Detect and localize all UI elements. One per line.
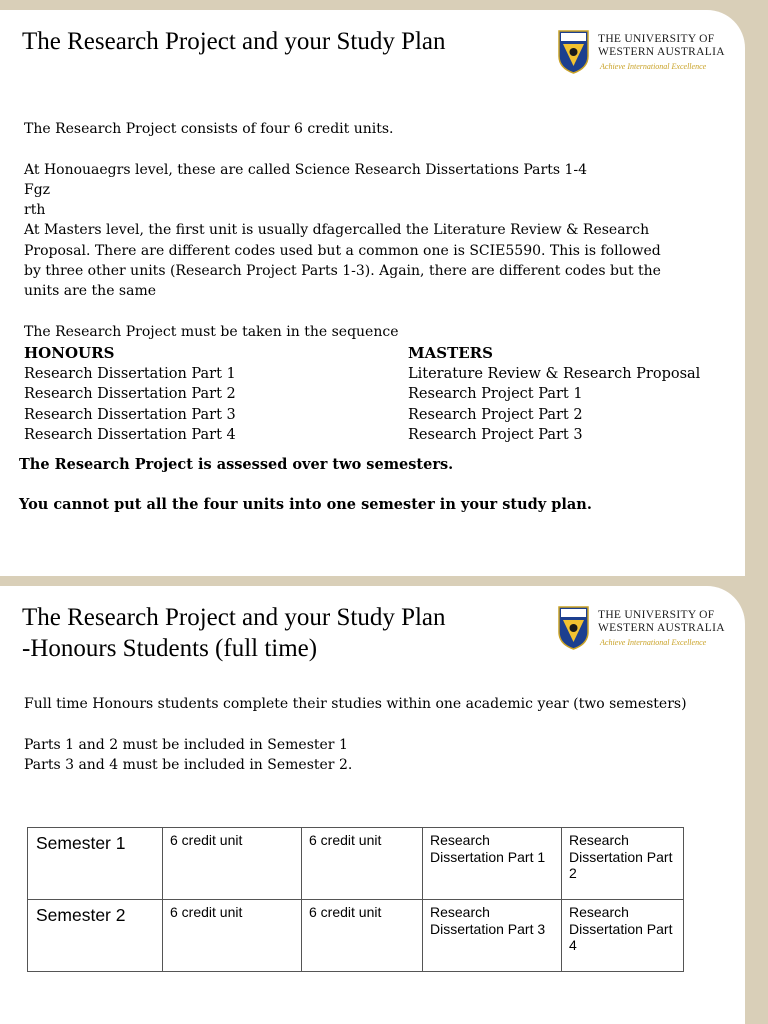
honours-header: HONOURS [24,344,115,362]
university-name-line2: WESTERN AUSTRALIA [598,46,725,58]
university-name [598,609,725,635]
table-cell: 6 credit unit [163,900,302,972]
slide-title-line2: -Honours Students (full time) [22,635,318,662]
table-cell: Research Dissertation Part 3 [423,900,562,972]
stray-text-fgz: Fgz [24,181,51,198]
table-cell: Research Dissertation Part 4 [562,900,684,972]
university-name-line2: WESTERN AUSTRALIA [598,622,725,634]
body-text [24,694,687,775]
cannot-statement: You cannot put all the four units into one semester in your study plan. [19,496,592,513]
masters-column [408,343,700,446]
university-logo [558,30,728,84]
body-text [24,119,661,342]
table-row [28,900,684,972]
masters-paragraph-line3: by three other units (Research Project Parts 1-3). Again, there are different codes but the [24,263,661,280]
assessed-statement: The Research Project is assessed over two semesters. [19,456,454,473]
table-cell: 6 credit unit [163,828,302,900]
honours-item: Research Dissertation Part 3 [24,406,236,423]
table-cell: Research Dissertation Part 1 [423,828,562,900]
crest-icon [558,30,589,74]
slide-2 [0,586,745,1024]
honours-column [24,343,236,446]
table-cell: Research Dissertation Part 2 [562,828,684,900]
sequence-intro: The Research Project must be taken in the sequence [24,323,399,340]
honours-item: Research Dissertation Part 2 [24,386,236,402]
table-row [28,828,684,900]
semester-cell: Semester 1 [28,828,163,900]
masters-paragraph-line2: Proposal. There are different codes used but a common one is SCIE5590. This is followed [24,242,661,259]
semester2-rule: Parts 3 and 4 must be included in Semester 2. [24,756,353,773]
masters-item: Research Project Part 1 [408,386,583,402]
honours-item: Research Dissertation Part 4 [24,427,236,443]
university-motto: Achieve International Excellence [600,62,707,71]
fulltime-paragraph: Full time Honours students complete their studies within one academic year (two semesters) [24,696,687,712]
slide-title-line1: The Research Project and your Study Plan [22,604,446,631]
stray-text-rth: rth [24,202,46,219]
slide-1 [0,10,745,576]
study-plan-table [27,827,684,972]
university-motto: Achieve International Excellence [600,638,707,647]
university-logo [558,606,728,660]
university-name [598,33,725,59]
masters-item: Research Project Part 2 [408,406,583,423]
crest-icon [558,606,589,650]
honours-paragraph: At Honouaegrs level, these are called Science Research Dissertations Parts 1-4 [24,161,588,178]
semester1-rule: Parts 1 and 2 must be included in Semester 1 [24,736,348,753]
table-cell: 6 credit unit [302,828,423,900]
intro-paragraph: The Research Project consists of four 6 credit units. [24,121,394,137]
masters-header: MASTERS [408,344,493,362]
university-name-line1: THE UNIVERSITY OF [598,609,715,621]
slide-title: The Research Project and your Study Plan [22,28,446,55]
masters-item: Literature Review & Research Proposal [408,365,701,382]
masters-paragraph-line1: At Masters level, the first unit is usually dfagercalled the Literature Review & Research [24,222,650,239]
masters-item: Research Project Part 3 [408,427,583,443]
semester-cell: Semester 2 [28,900,163,972]
masters-paragraph-line4: units are the same [24,283,157,300]
honours-item: Research Dissertation Part 1 [24,365,236,382]
university-name-line1: THE UNIVERSITY OF [598,33,715,45]
slide-title [22,602,446,664]
table-cell: 6 credit unit [302,900,423,972]
